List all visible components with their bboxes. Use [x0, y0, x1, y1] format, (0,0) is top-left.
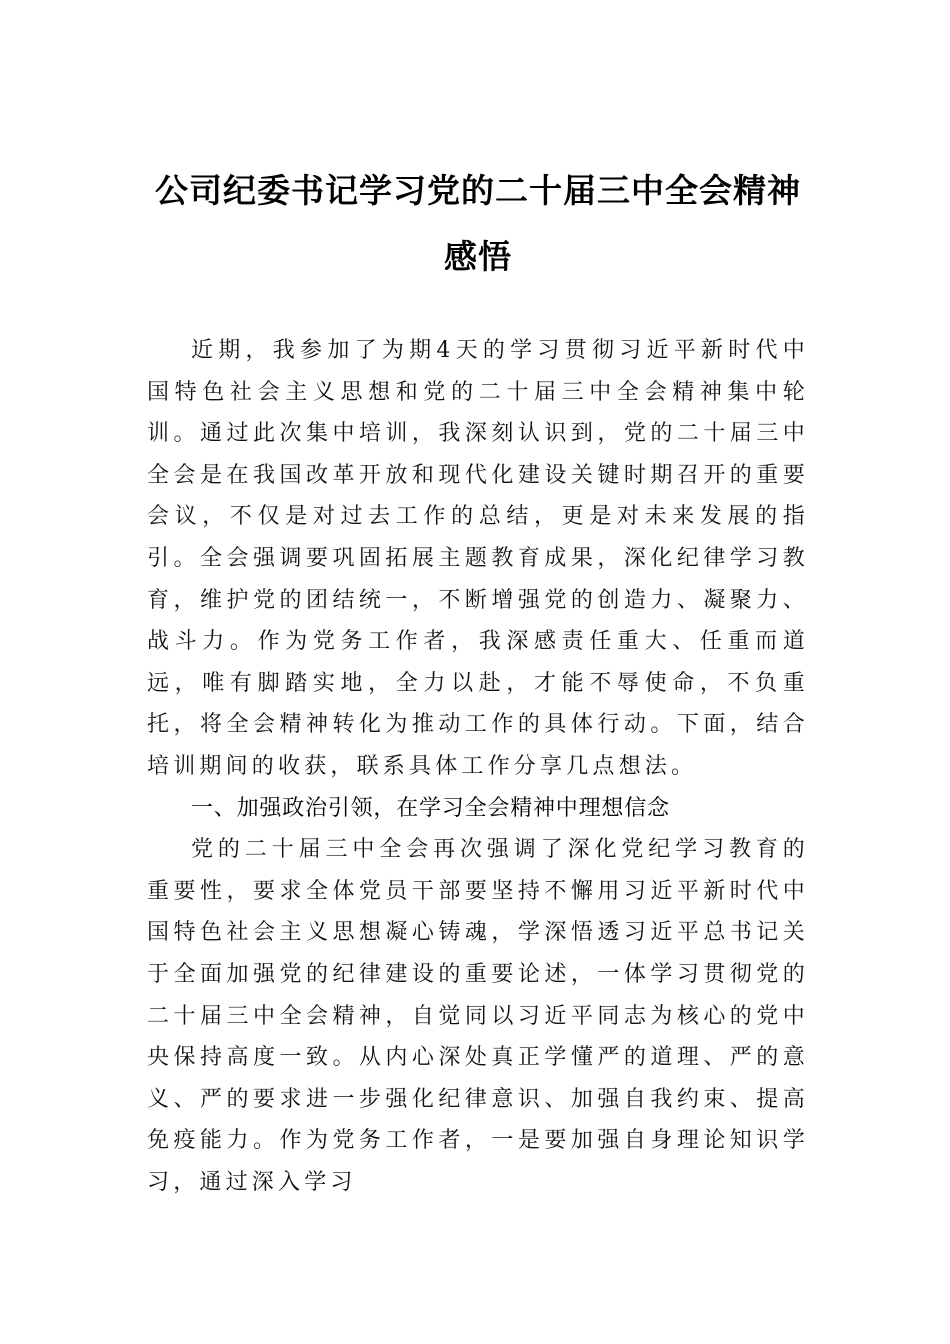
intro-paragraph: 近期，我参加了为期4天的学习贯彻习近平新时代中国特色社会主义思想和党的二十届三中全会精神集中轮训。通过此次集中培训，我深刻认识到，党的二十届三中全会是在我国改革开放和现代化建设关键时期召开的重要会议，不仅是对过去工作的总结，更是对未来发展的指引。全会强调要巩固拓展主题教育成果，深化纪律学习教育，维护党的团结统一，不断增强党的创造力、凝聚力、战斗力。作为党务工作者，我深感责任重大、任重而道远，唯有脚踏实地，全力以赴，才能不辱使命，不负重托，将全会精神转化为推动工作的具体行动。下面，结合培训期间的收获，联系具体工作分享几点想法。 [147, 338, 809, 779]
section-1-paragraph: 党的二十届三中全会再次强调了深化党纪学习教育的重要性，要求全体党员干部要坚持不懈用习近平新时代中国特色社会主义思想凝心铸魂，学深悟透习近平总书记关于全面加强党的纪律建设的重要论述，一体学习贯彻党的二十届三中全会精神，自觉同以习近平同志为核心的党中央保持高度一致。从内心深处真正学懂严的道理、严的意义、严的要求进一步强化纪律意识、加强自我约束、提高免疫能力。作为党务工作者，一是要加强自身理论知识学习，通过深入学习 [147, 837, 809, 1195]
section-1-heading: 一、加强政治引领，在学习全会精神中理想信念 [191, 795, 670, 821]
document-body [147, 330, 809, 1203]
document-title: 公司纪委书记学习党的二十届三中全会精神感悟 [155, 171, 801, 276]
